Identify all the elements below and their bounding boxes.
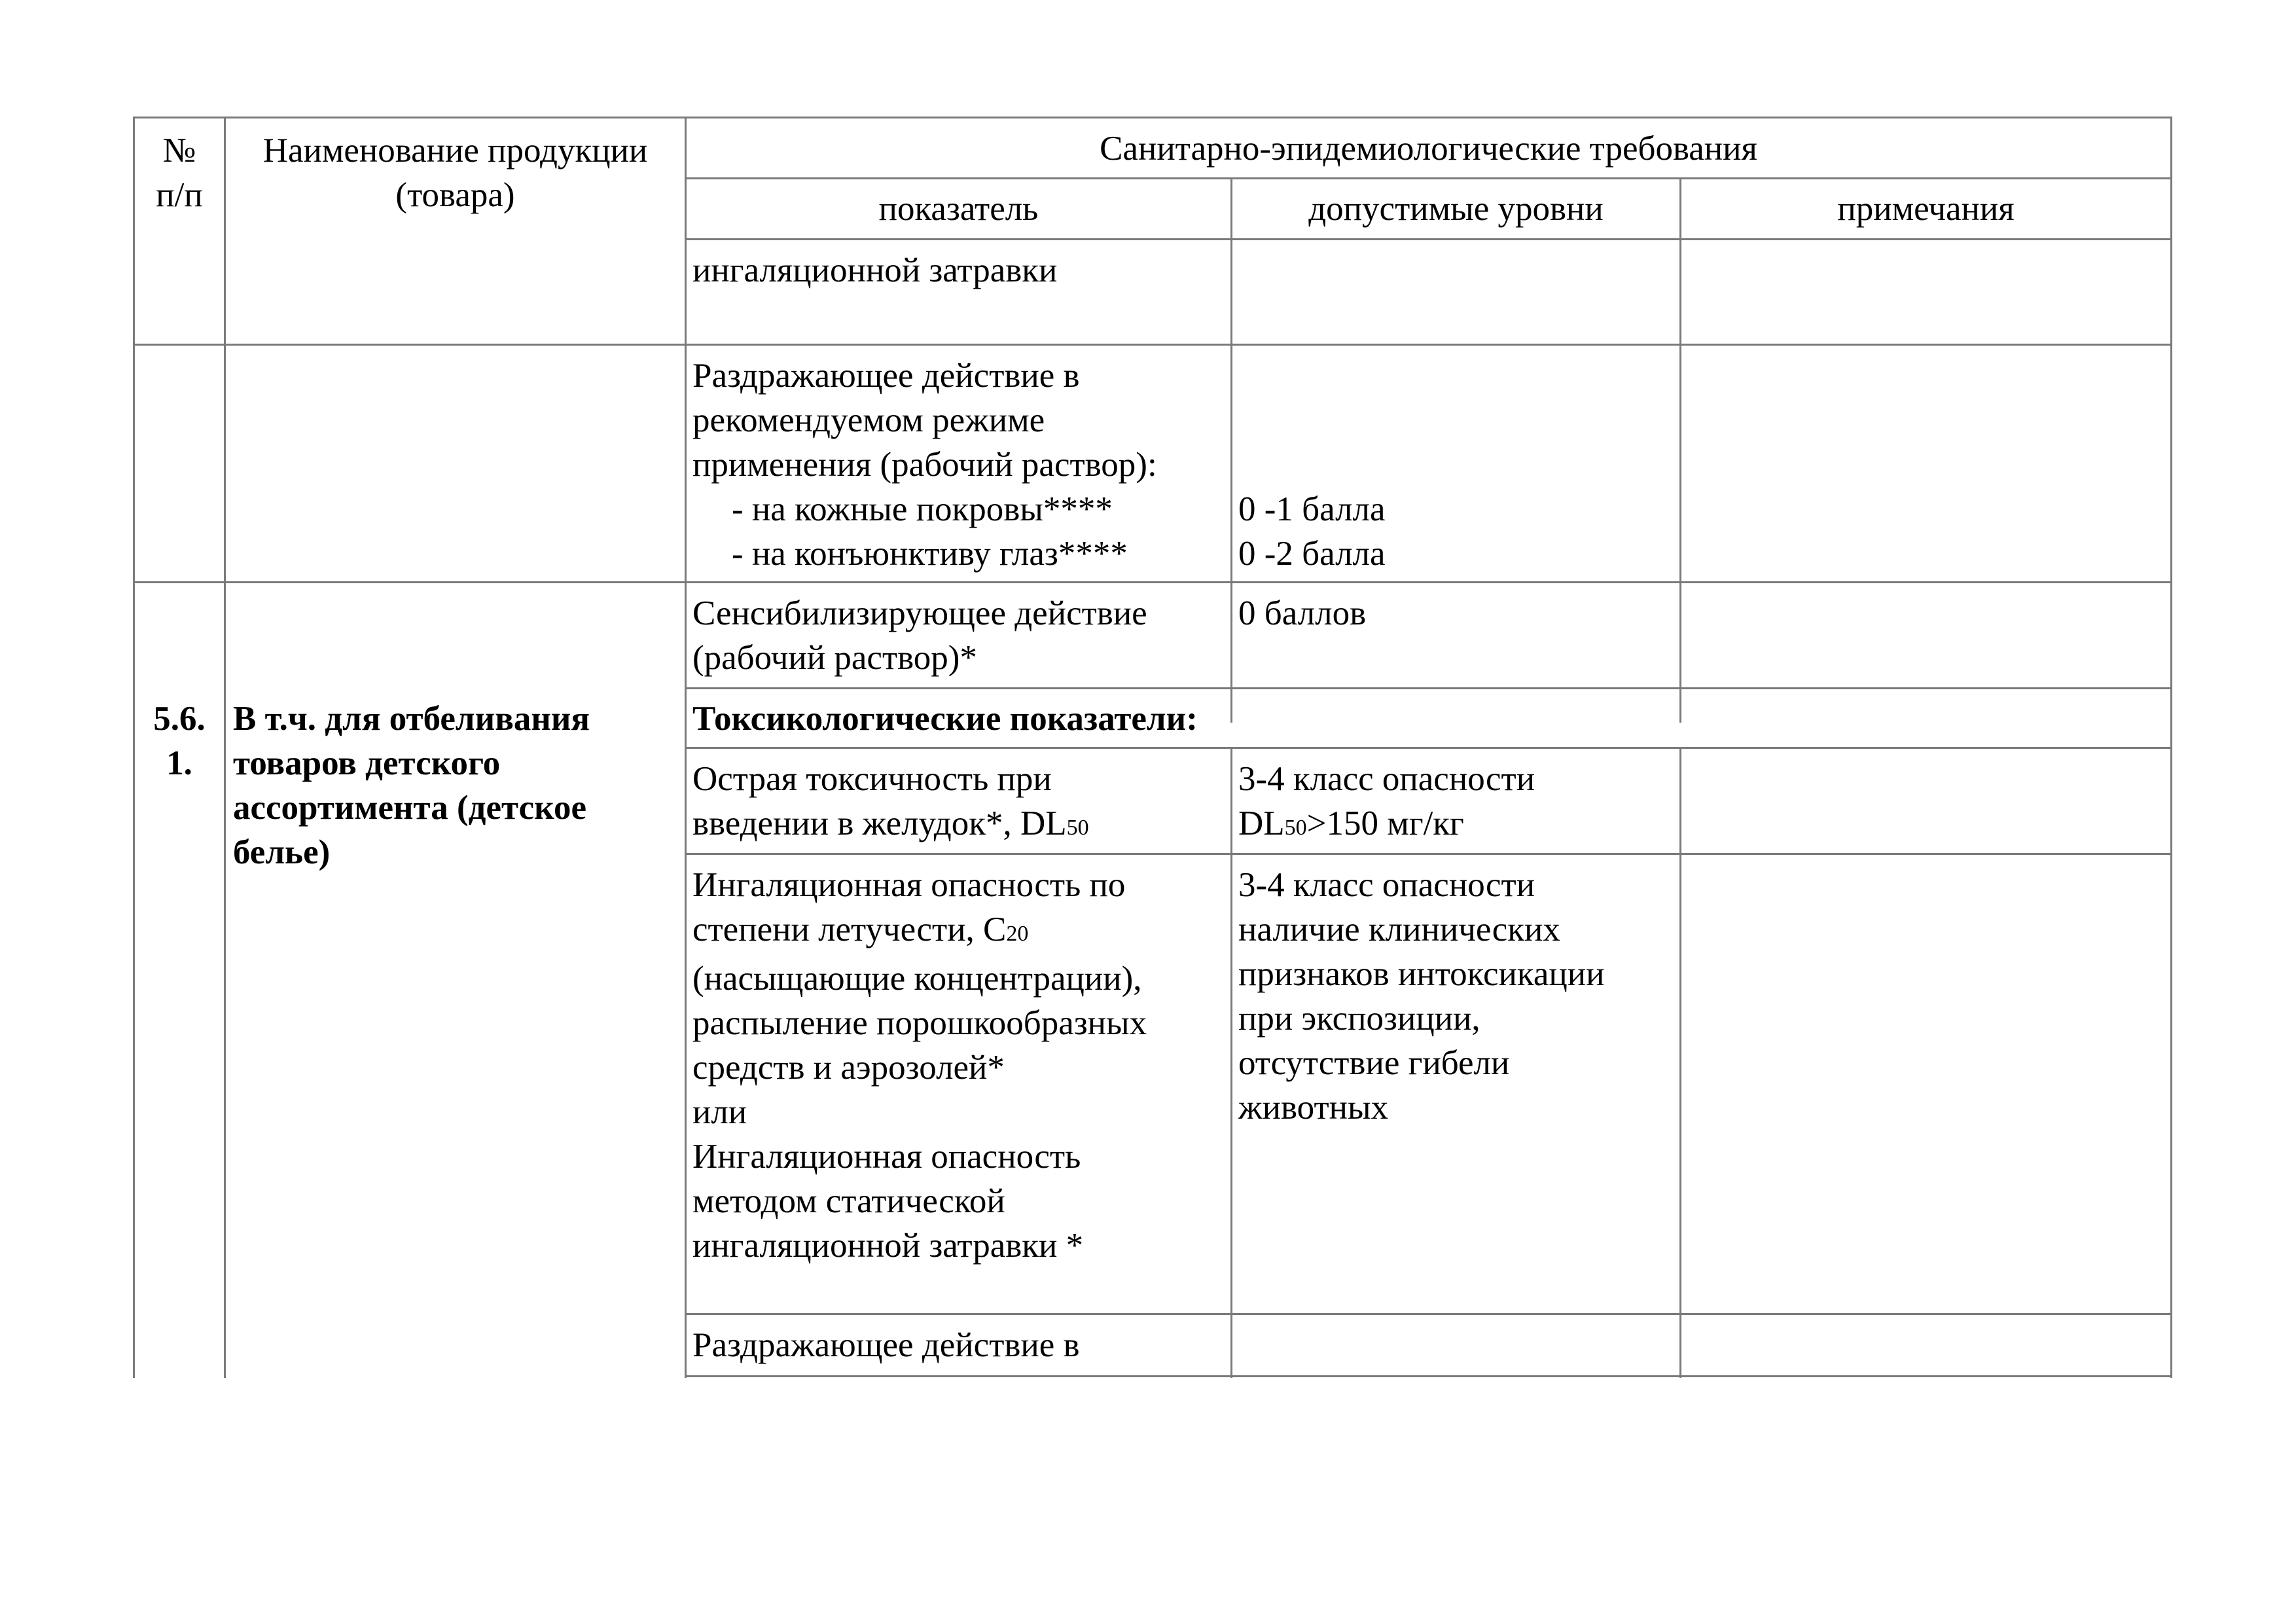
header-num-line1: № bbox=[162, 132, 196, 170]
grid-line bbox=[133, 581, 2172, 583]
row2-levels bbox=[1238, 487, 1386, 576]
header-num-col bbox=[135, 128, 224, 217]
subscript: 50 bbox=[1284, 816, 1307, 840]
header-name-line1: Наименование продукции bbox=[262, 132, 648, 170]
section-name bbox=[233, 696, 590, 875]
text-line: отсутствие гибели bbox=[1238, 1044, 1510, 1082]
text-line: Раздражающее действие в bbox=[692, 357, 1080, 395]
text-line: признаков интоксикации bbox=[1238, 955, 1605, 993]
row7-indicator: Раздражающее действие в bbox=[692, 1326, 1080, 1364]
grid-line bbox=[1230, 178, 1232, 723]
text-line: Ингаляционная опасность bbox=[692, 1138, 1081, 1176]
text-line: товаров детского bbox=[233, 744, 501, 782]
text-line: распыление порошкообразных bbox=[692, 1004, 1147, 1042]
grid-line bbox=[685, 747, 2172, 749]
row5-levels bbox=[1238, 757, 1535, 850]
text-line: 0 -1 балла bbox=[1238, 490, 1386, 528]
toxicology-heading: Токсикологические показатели: bbox=[692, 700, 1198, 738]
text-line: белье) bbox=[233, 833, 331, 871]
grid-line bbox=[1679, 748, 1681, 1378]
grid-line bbox=[685, 177, 2172, 179]
text-span: степени летучести, С bbox=[692, 911, 1007, 948]
text-span: >150 мг/кг bbox=[1306, 804, 1464, 842]
grid-line bbox=[685, 1313, 2172, 1315]
header-notes: примечания bbox=[1837, 190, 2015, 228]
text-span: DL bbox=[1238, 804, 1285, 842]
text-line: Острая токсичность при bbox=[692, 760, 1052, 798]
grid-line bbox=[1230, 748, 1232, 1378]
grid-line bbox=[685, 853, 2172, 855]
grid-line bbox=[133, 344, 2172, 346]
text-line: Ингаляционная опасность по bbox=[692, 866, 1126, 904]
subscript: 50 bbox=[1066, 816, 1089, 840]
text-line: 1. bbox=[166, 744, 192, 782]
text-line: ингаляционной затравки * bbox=[692, 1227, 1084, 1265]
row5-indicator bbox=[692, 757, 1089, 850]
text-line: 3-4 класс опасности bbox=[1238, 866, 1535, 904]
text-line: наличие клинических bbox=[1238, 911, 1560, 948]
grid-line bbox=[685, 1375, 2172, 1377]
text-line: животных bbox=[1238, 1089, 1389, 1127]
text-line: применения (рабочий раствор): bbox=[692, 446, 1157, 484]
row1-indicator: ингаляционной затравки bbox=[692, 251, 1058, 289]
text-line: В т.ч. для отбеливания bbox=[233, 700, 590, 738]
subscript: 20 bbox=[1006, 922, 1029, 946]
grid-line bbox=[685, 687, 2172, 689]
text-line: (насыщающие концентрации), bbox=[692, 960, 1142, 998]
row6-indicator bbox=[692, 863, 1147, 1268]
text-line: 5.6. bbox=[153, 700, 206, 738]
text-line bbox=[692, 907, 1147, 956]
text-line: методом статической bbox=[692, 1182, 1005, 1220]
header-levels: допустимые уровни bbox=[1308, 190, 1604, 228]
text-line: - на кожные покровы**** bbox=[732, 490, 1113, 528]
text-line: 0 -2 балла bbox=[1238, 535, 1386, 573]
header-indicator: показатель bbox=[878, 190, 1039, 228]
text-line: (рабочий раствор)* bbox=[692, 639, 977, 677]
text-line: 3-4 класс опасности bbox=[1238, 760, 1535, 798]
row6-levels bbox=[1238, 863, 1604, 1130]
grid-line bbox=[1679, 178, 1681, 723]
text-line: ассортимента (детское bbox=[233, 789, 587, 827]
text-line: или bbox=[692, 1093, 747, 1131]
row3-levels: 0 баллов bbox=[1238, 594, 1367, 632]
row3-indicator bbox=[692, 591, 1147, 680]
grid-line bbox=[224, 117, 226, 1378]
header-name-line2: (товара) bbox=[395, 176, 515, 214]
grid-line bbox=[133, 117, 2172, 118]
text-line: рекомендуемом режиме bbox=[692, 401, 1045, 439]
header-name-col bbox=[226, 128, 685, 217]
header-num-line2: п/п bbox=[156, 176, 203, 214]
section-number bbox=[135, 696, 224, 785]
row2-indicator bbox=[692, 353, 1157, 576]
text-line bbox=[1238, 801, 1535, 850]
grid-line bbox=[685, 238, 2172, 240]
text-line: при экспозиции, bbox=[1238, 1000, 1480, 1038]
text-line bbox=[692, 801, 1089, 850]
header-requirements: Санитарно-эпидемиологические требования bbox=[1100, 130, 1757, 168]
text-line: средств и аэрозолей* bbox=[692, 1049, 1005, 1087]
text-line: Сенсибилизирующее действие bbox=[692, 594, 1147, 632]
text-span: введении в желудок*, DL bbox=[692, 804, 1067, 842]
text-line: - на конъюнктиву глаз**** bbox=[732, 535, 1128, 573]
